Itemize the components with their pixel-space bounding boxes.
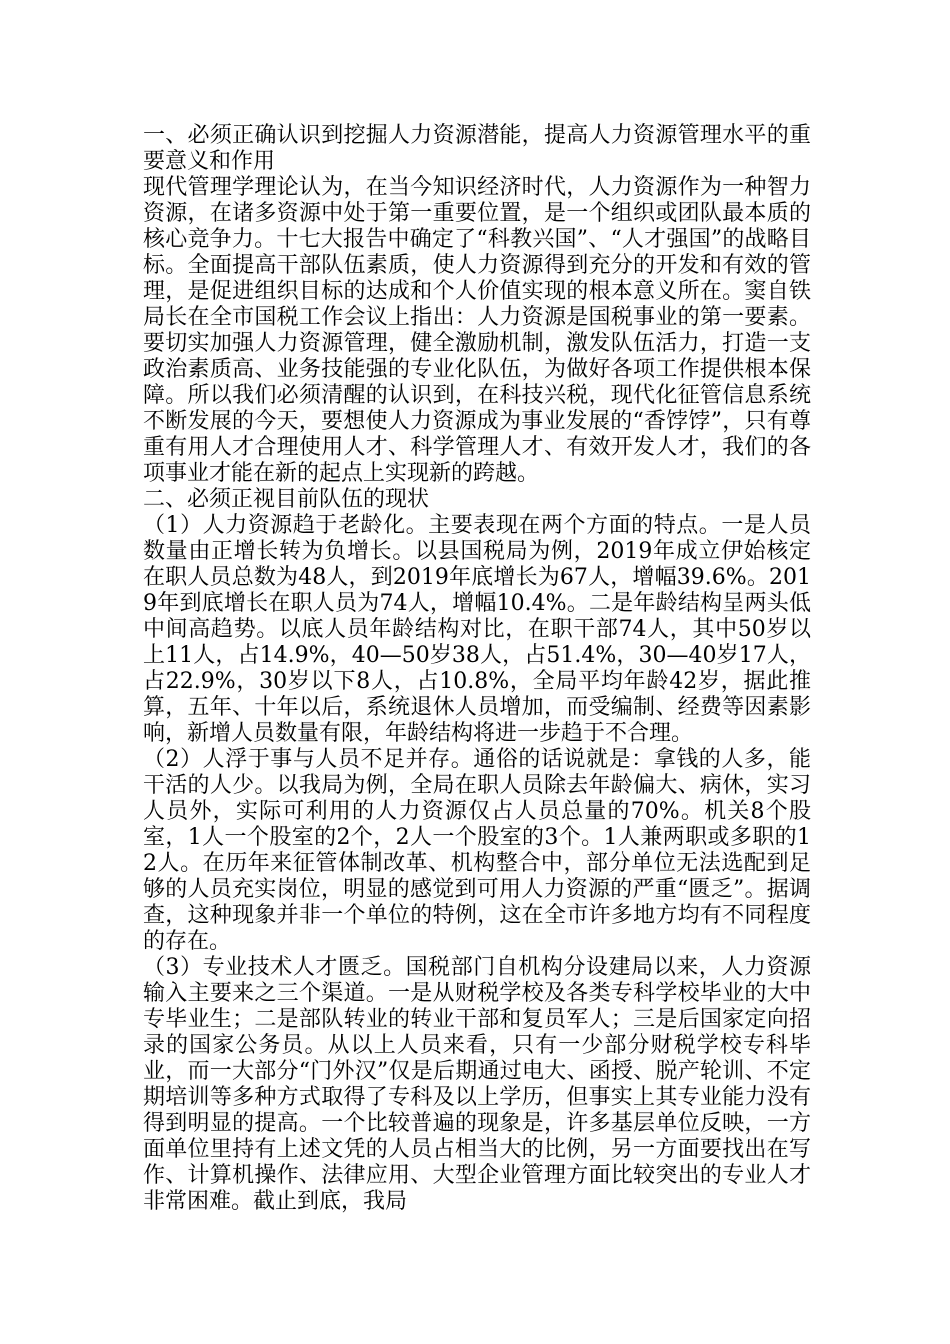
- paragraph-staffing: （2）人浮于事与人员不足并存。通俗的话说就是：拿钱的人多，能干活的人少。以我局为例，全局在职人员除去年龄偏大、病休，实习人员外，实际可利用的人力资源仅占人员总量的70%。机关8个股室，1人一个股室的2个，2人一个股室的3个。1人兼两职或多职的12人。在历年来征管体制改革、机构整合中，部分单位无法选配到足够的人员充实岗位，明显的感觉到可用人力资源的严重“匮乏”。据调查，这种现象并非一个单位的特例，这在全市许多地方均有不同程度的存在。: [143, 747, 811, 954]
- section-heading-2: 二、必须正视目前队伍的现状: [143, 487, 430, 512]
- document-page: [143, 123, 811, 1215]
- paragraph-importance: 现代管理学理论认为，在当今知识经济时代，人力资源作为一种智力资源，在诸多资源中处于第一重要位置，是一个组织或团队最本质的核心竞争力。十七大报告中确定了“科教兴国”、“人才强国”的战略目标。全面提高干部队伍素质，使人力资源得到充分的开发和有效的管理，是促进组织目标的达成和个人价值实现的根本意义所在。窦自铁局长在全市国税工作会议上指出：人力资源是国税事业的第一要素。要切实加强人力资源管理，健全激励机制，激发队伍活力，打造一支政治素质高、业务技能强的专业化队伍，为做好各项工作提供根本保障。所以我们必须清醒的认识到，在科技兴税，现代化征管信息系统不断发展的今天，要想使人力资源成为事业发展的“香饽饽”，只有尊重有用人才合理使用人才、科学管理人才、有效开发人才，我们的各项事业才能在新的起点上实现新的跨越。: [143, 175, 811, 486]
- section-heading-1: 一、必须正确认识到挖掘人力资源潜能，提高人力资源管理水平的重要意义和作用: [143, 123, 811, 174]
- paragraph-expertise: （3）专业技术人才匮乏。国税部门自机构分设建局以来，人力资源输入主要来之三个渠道。一是从财税学校及各类专科学校毕业的大中专毕业生；二是部队转业的转业干部和复员军人；三是后国家定向招录的国家公务员。从以上人员来看，只有一少部分财税学校专科毕业，而一大部分“门外汉”仅是后期通过电大、函授、脱产轮训、不定期培训等多种方式取得了专科及以上学历，但事实上其专业能力没有得到明显的提高。一个比较普遍的现象是，许多基层单位反映，一方面单位里持有上述文凭的人员占相当大的比例，另一方面要找出在写作、计算机操作、法律应用、大型企业管理方面比较突出的专业人才非常困难。截止到底，我局: [143, 955, 811, 1214]
- paragraph-aging: （1）人力资源趋于老龄化。主要表现在两个方面的特点。一是人员数量由正增长转为负增长。以县国税局为例，2019年成立伊始核定在职人员总数为48人，到2019年底增长为67人，增幅39.6%。2019年到底增长在职人员为74人，增幅10.4%。二是年龄结构呈两头低中间高趋势。以底人员年龄结构对比，在职干部74人，其中50岁以上11人，占14.9%，40—50岁38人，占51.4%，30—40岁17人，占22.9%，30岁以下8人，占10.8%，全局平均年龄42岁，据此推算，五年、十年以后，系统退休人员增加，而受编制、经费等因素影响，新增人员数量有限，年龄结构将进一步趋于不合理。: [143, 513, 811, 746]
